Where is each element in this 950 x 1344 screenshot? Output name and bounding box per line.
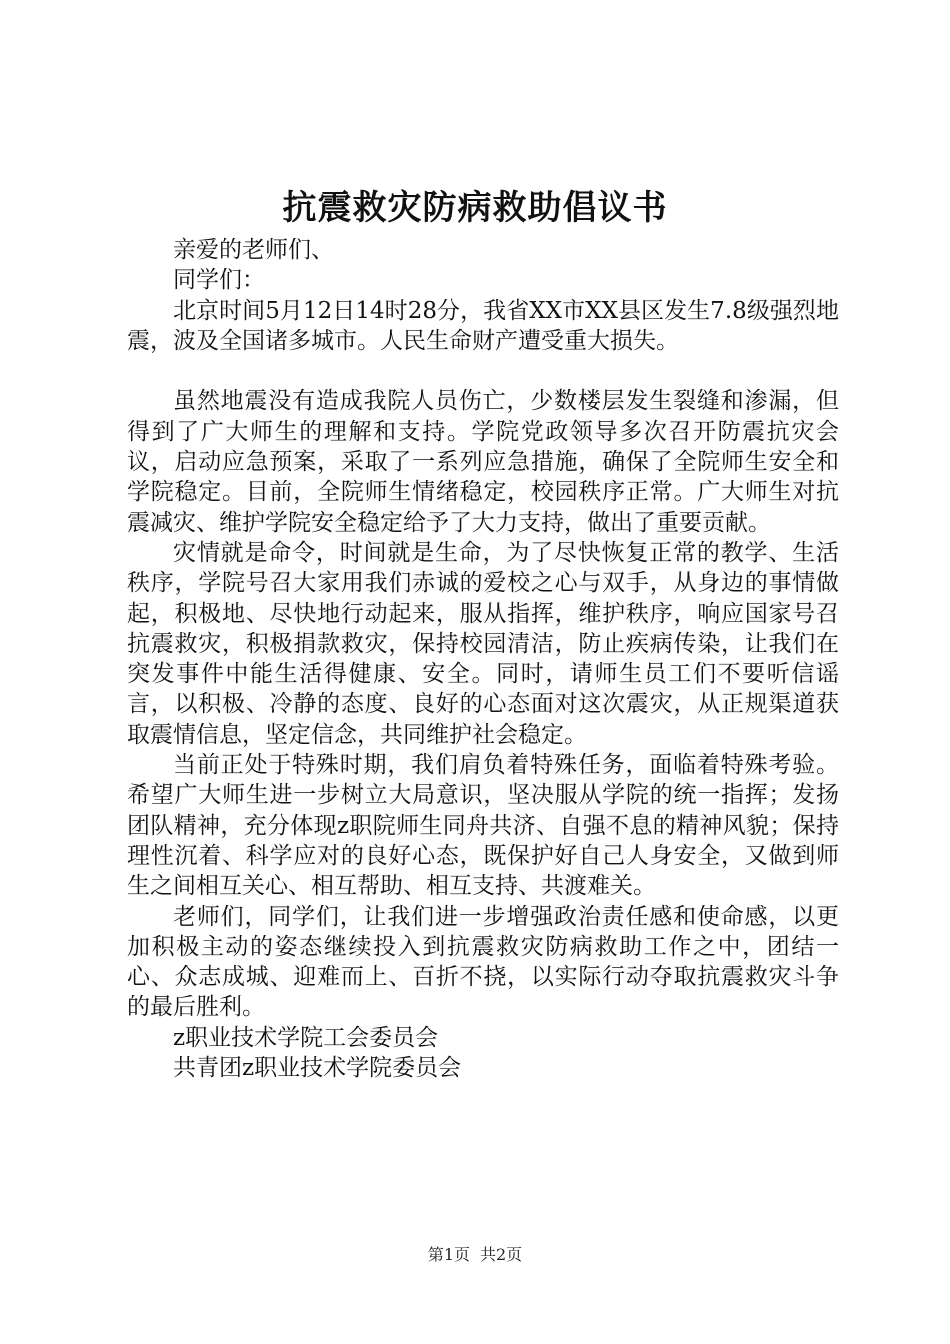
paragraph: 北京时间5月12日14时28分，我省XX市XX县区发生7.8级强烈地震，波及全国诸多城市。人民生命财产遭受重大损失。 <box>127 297 839 354</box>
signature-line: z职业技术学院工会委员会 <box>173 1024 439 1051</box>
paragraph: 当前正处于特殊时期，我们肩负着特殊任务，面临着特殊考验。希望广大师生进一步树立大局意识，坚决服从学院的统一指挥；发扬团队精神，充分体现z职院师生同舟共济、自强不息的精神风貌；保持理性沉着、科学应对的良好心态，既保护好自己人身安全，又做到师生之间相互关心、相互帮助、相互支持、共渡难关。 <box>127 752 839 900</box>
salutation-line: 亲爱的老师们、 <box>173 237 334 263</box>
page-footer <box>0 1243 950 1267</box>
page-number: 第1页 <box>427 1245 470 1264</box>
paragraph: 虽然地震没有造成我院人员伤亡，少数楼层发生裂缝和渗漏，但得到了广大师生的理解和支持。学院党政领导多次召开防震抗灾会议，启动应急预案，采取了一系列应急措施，确保了全院师生安全和学院稳定。目前，全院师生情绪稳定，校园秩序正常。广大师生对抗震减灾、维护学院安全稳定给予了大力支持，做出了重要贡献。 <box>127 388 839 536</box>
page-total: 共2页 <box>480 1245 523 1264</box>
salutation-line: 同学们： <box>173 267 265 294</box>
document-body <box>127 235 839 1083</box>
paragraph-gap <box>127 356 839 386</box>
paragraph: 灾情就是命令，时间就是生命，为了尽快恢复正常的教学、生活秩序，学院号召大家用我们赤诚的爱校之心与双手，从身边的事情做起，积极地、尽快地行动起来，服从指挥，维护秩序，响应国家号召抗震救灾，积极捐款救灾，保持校园清洁，防止疾病传染，让我们在突发事件中能生活得健康、安全。同时，请师生员工们不要听信谣言，以积极、冷静的态度、良好的心态面对这次震灾，从正规渠道获取震情信息，坚定信念，共同维护社会稳定。 <box>127 539 839 748</box>
signature-line: 共青团z职业技术学院委员会 <box>173 1055 462 1082</box>
document-title: 抗震救灾防病救助倡议书 <box>282 188 668 228</box>
paragraph: 老师们，同学们，让我们进一步增强政治责任感和使命感，以更加积极主动的姿态继续投入到抗震救灾防病救助工作之中，团结一心、众志成城、迎难而上、百折不挠，以实际行动夺取抗震救灾斗争的最后胜利。 <box>127 903 839 1021</box>
